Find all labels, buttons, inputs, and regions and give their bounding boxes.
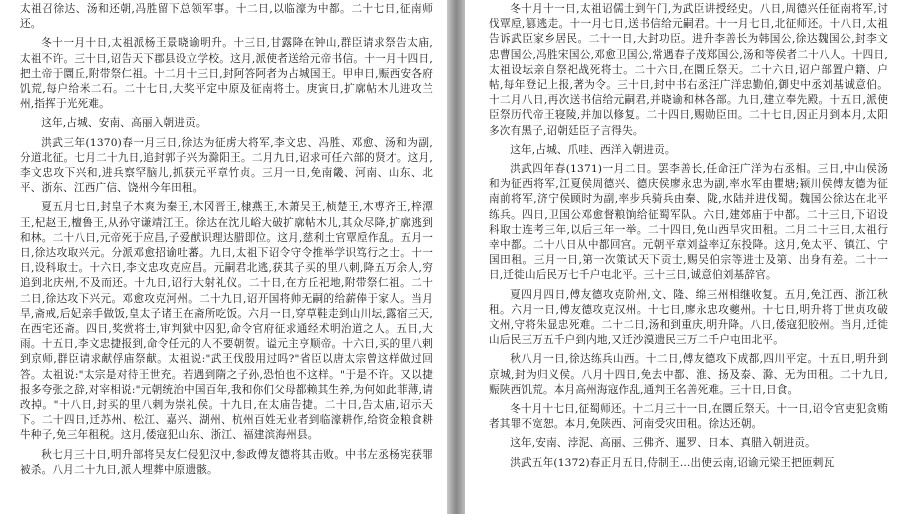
right-paragraph-1: 冬十月十一日,太祖诏儒士到午门,为武臣讲授经史。八日,周德兴任征南将军,讨伐覃垕,篡逃走。十一月七日,送书信给元嗣君。十一月七日,北征师还。十八日,太祖告诉武臣家乡居民。二十一日,大封功臣。进升李善长为韩国公,徐达魏国公,封李文忠曹国公,冯胜宋国公,邓愈卫国公,常遇春子茂郑国公,汤和等侯者二十八人。十四日,太祖设坛亲自祭祀战死将士。二十六日,在圜丘祭天。二十六日,诏户部置户籍、户帖,每年登记上报,著为令。三十日,封中书右丞汪广洋忠勤伯,御史中丞刘基诚意伯。十二月八日,再次送书信给元嗣君,并晓谕和林各部。九日,建立奉先殿。十五日,派使臣祭历代帝王寝陵,并加以修复。二十四日,赐勋臣田。二十七日,因正月到本月,太阳多次有黑子,诏朝廷臣子言得失。 bbox=[489, 3, 888, 137]
right-paragraph-8: 洪武五年(1372)春正月五日,侍制王…出使云南,诏谕元梁王把匝剌瓦 bbox=[510, 456, 835, 469]
right-paragraph-5: 秋八月一日,徐达练兵山西。十二日,傅友德攻下成都,四川平定。十五日,明升到京城,封为归义侯。八月十四日,免去中都、淮、扬及泰、滁、无为田租。二十九日,赈陕西饥荒。本月高州海寇作乱,通判王名善死难。三十日,日食。 bbox=[489, 353, 888, 396]
right-paragraph-4: 夏四月四日,傅友德攻克阶州,文、隆、绵三州相继收复。五月,免江西、浙江秋租。六月一日,傅友德攻克汉州。十七日,廖永忠攻夔州。十七日,明升将丁世贞攻破文州,守将朱显忠死难。二十二日,汤和到重庆,明升降。八日,倭寇犯胶州。当月,迁徙山后民三万五千户到内地,又迁沙漠遗民三万二千户屯田北平。 bbox=[489, 288, 888, 347]
page-gutter bbox=[447, 0, 465, 514]
right-paragraph-6: 冬十月十七日,征蜀师还。十二月三十一日,在圜丘祭天。十一日,诏令官吏犯贪贿者其罪不宽恕。本月,免陕西、河南受灾田租。徐达还朝。 bbox=[489, 403, 888, 431]
left-paragraph-2: 冬十一月十日,太祖派杨王景晓谕明升。十三日,甘露降在钟山,群臣请求祭告太庙,太祖不许。三十日,诏告天下郡县设立学校。这月,派使者送给元帝书信。十一月十四日,把土帝于圜丘,附带祭仁祖。十二月十三日,封阿答阿者为占城国王。甲申日,赈西安各府饥荒,每户给米二石。二十七日,大奖平定中原及征南将士。庚寅日,扩廓帖木儿进攻兰州,指挥于光死难。 bbox=[20, 37, 433, 111]
left-page[interactable] bbox=[0, 0, 447, 514]
left-paragraph-6: 秋七月三十日,明升部将吴友仁侵犯汉中,参政傅友德将其击败。中书左丞杨宪获罪被杀。八月二十九日,派人埋葬中原遗骸。 bbox=[20, 448, 433, 476]
right-paragraph-3: 洪武四年春(1371)一月二日。罢李善长,任命汪广洋为右丞相。三日,中山侯汤和为征西将军,江夏侯周德兴、德庆侯廖永忠为副,率水军由瞿塘;颍川侯傅友德为征南前将军,济宁侯顾时为副,率步兵骑兵由秦、陇,水陆并进伐蜀。魏国公徐达在北平练兵。四日,卫国公邓愈督粮饷给征蜀军队。六日,建郊庙于中都。二十三日,下诏设科取士连考三年,以后三年一举。二十四日,免山西旱灾田租。二月二十三日,太祖行幸中都。二十八日从中都回宫。元朝平章刘益率辽东投降。这月,免太平、镇江、宁国田租。三月一日,第一次策试天下贡士,赐吴伯宗等进士及第、出身有差。二十一日,迁徙山后民万七千户屯北平。三十三日,诚意伯刘基辞官。 bbox=[489, 163, 888, 282]
right-paragraph-7: 这年,安南、浡泥、高丽、三佛齐、暹罗、日本、真腊入朝进贡。 bbox=[510, 437, 816, 450]
left-paragraph-1: 太祖召徐达、汤和还朝,冯胜留下总领军事。十二日,以临濠为中都。二十七日,征南师还。 bbox=[20, 3, 433, 31]
left-paragraph-4: 洪武三年(1370)春一月三日,徐达为征虏大将军,李文忠、冯胜、邓愈、汤和为副,分道北征。七月二十九日,追封郭子兴为滁阳王。二月九日,诏求可任六部的贤才。这月,李文忠攻下兴和,进兵察罕脑儿,抓获元平章竹贞。三月一日,免南畿、河南、山东、北平、浙东、江西广信、饶州今年田租。 bbox=[20, 136, 433, 195]
left-paragraph-5: 夏五月七日,封皇子木爽为秦王,木冈晋王,棣燕王,木萧吴王,桢楚王,木尃齐王,梓潭王,杞赵王,檀鲁王,从孙守谦靖江王。徐达在沈儿峪大破扩廓帖木儿,其众尽降,扩廓逃到和林。二十八日,元帝死于应昌,子爱猷识理达腊即位。这月,慈利土官覃垕作乱。五月一日,徐达攻取兴元。分派邓愈招谕吐蕃。九日,太祖下诏令守令推举学识笃行之士。十一日,设科取士。十六日,李文忠攻克应昌。元嗣君北逃,获其子买的里八刺,降五万余人,穷追到北庆州,不及而还。十九日,诏行大射礼仪。二十日,在方丘祀地,附带祭仁祖。二十二日,徐达攻下兴元。邓愈攻克河州。二十九日,诏开国将帅无嗣的给薪俸于家人。当月旱,斋戒,后妃亲手做饭,皇太子诸王在斋所吃饭。六月一日,穿草鞋走到山川坛,露宿三天,在西宅还斋。四日,奖赏将士,审判狱中囚犯,命令官府征求通经术明治道之人。五日,大雨。十五日,李文忠捷报到,命令任元的人不要朝贺。谥元主亨顺帝。十六日,买的里八剌到京师,群臣请求献俘庙祭献。太祖说:"武王伐殷用过吗?"省臣以唐太宗曾这样做过回答。太祖说:"太宗是对待王世充。若遇到隋之子孙,恐怕也不这样。"于是不许。又以捷报多夸张之辞,对宰相说:"元朝统治中国百年,我和你们父母都赖其生养,为何如此菲薄,请改掉。"十八日,封买的里八剌为崇礼侯。十九日,在太庙告捷。二十日,告太庙,诏示天下。二十四日,迁苏州、松江、嘉兴、湖州、杭州百姓无业者到临濠耕作,给资金粮食耕牛种子,免三年租税。这月,倭寇犯山东、浙江、福建滨海州县。 bbox=[20, 201, 433, 442]
right-page[interactable] bbox=[465, 0, 900, 514]
left-paragraph-3: 这年,占城、安南、高丽入朝进贡。 bbox=[41, 117, 207, 130]
right-paragraph-2: 这年,占城、爪哇、西洋入朝进贡。 bbox=[510, 143, 676, 156]
